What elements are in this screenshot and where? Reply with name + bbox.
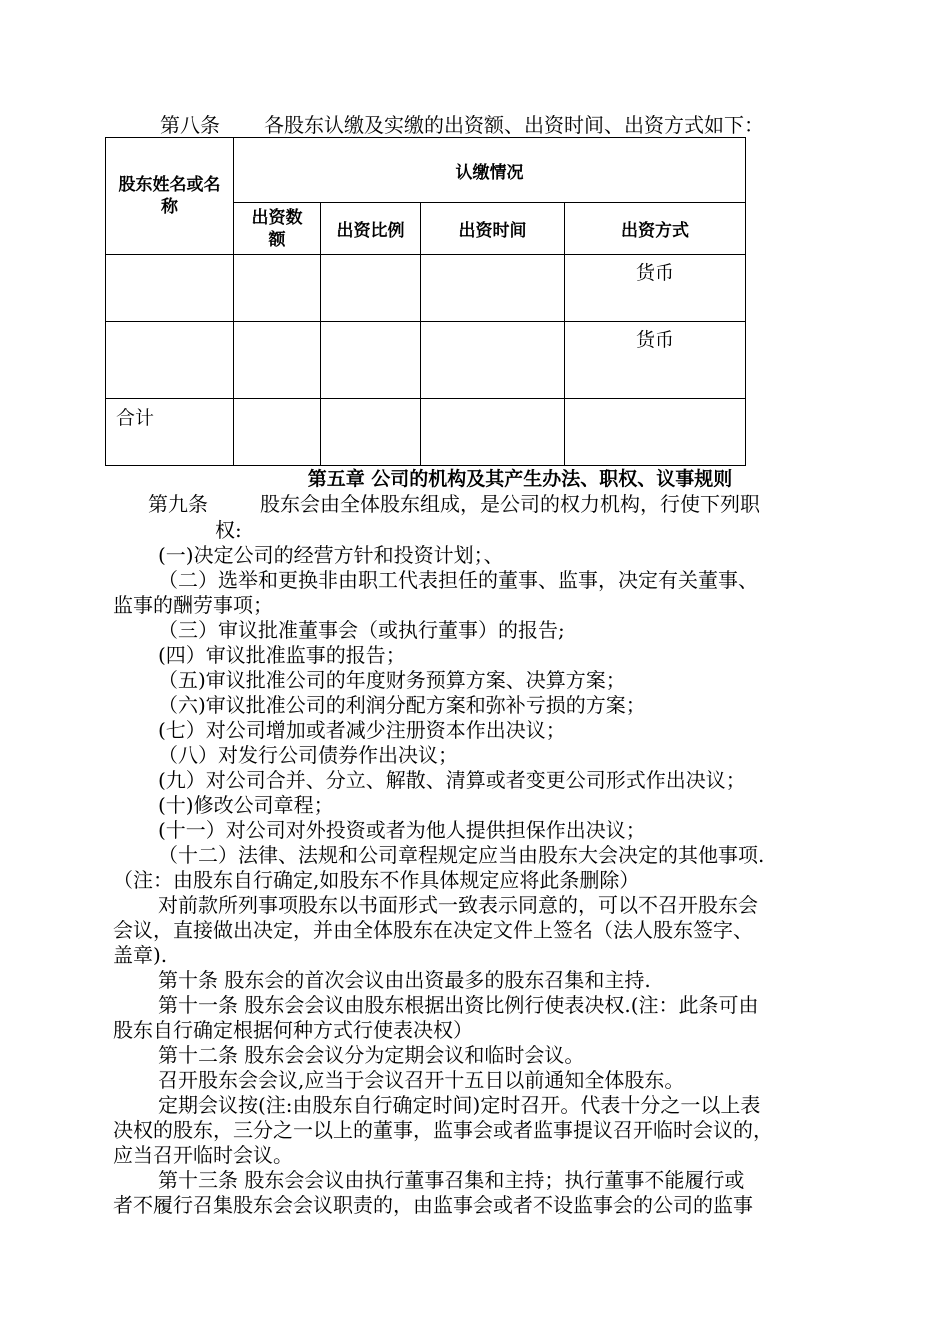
regular-meeting-line: 决权的股东，三分之一以上的董事，监事会或者监事提议召开临时会议的，: [113, 1118, 773, 1142]
list-item: 监事的酬劳事项；: [113, 593, 273, 617]
header-amount: 出资数额: [234, 203, 321, 255]
list-item: （二）选举和更换非由职工代表担任的董事、监事，决定有关董事、: [158, 568, 758, 592]
article-13-line: 者不履行召集股东会会议职责的，由监事会或者不设监事会的公司的监事: [113, 1193, 753, 1217]
list-item: (四）审议批准监事的报告；: [158, 643, 406, 667]
capital-contribution-table: [105, 137, 746, 466]
header-subscription: 认缴情况: [234, 138, 746, 203]
article-10: 第十条 股东会的首次会议由出资最多的股东召集和主持.: [158, 968, 651, 992]
list-item: (十)修改公司章程；: [158, 793, 334, 817]
list-item: （八）对发行公司债券作出决议；: [158, 743, 458, 767]
list-item: （六)审议批准公司的利润分配方案和弥补亏损的方案；: [158, 693, 646, 717]
table-row-total: [106, 399, 746, 466]
paragraph-line: 会议，直接做出决定，并由全体股东在决定文件上签名（法人股东签字、: [113, 918, 753, 942]
article-8-label: 第八条: [160, 113, 220, 137]
paragraph-line: 盖章).: [113, 943, 168, 967]
table-row: [106, 255, 746, 322]
notice-paragraph: 召开股东会会议,应当于会议召开十五日以前通知全体股东。: [158, 1068, 685, 1092]
note-line: （注：由股东自行确定,如股东不作具体规定应将此条删除）: [113, 868, 640, 892]
list-item: （十二）法律、法规和公司章程规定应当由股东大会决定的其他事项.: [158, 843, 765, 867]
regular-meeting-line: 定期会议按(注:由股东自行确定时间)定时召开。代表十分之一以上表: [158, 1093, 761, 1117]
article-8-heading: [160, 113, 764, 137]
total-label: 合计: [106, 399, 234, 466]
list-item: (九）对公司合并、分立、解散、清算或者变更公司形式作出决议；: [158, 768, 746, 792]
list-item: (十一）对公司对外投资或者为他人提供担保作出决议；: [158, 818, 646, 842]
chapter-5-title: 第五章 公司的机构及其产生办法、职权、议事规则: [307, 468, 733, 490]
article-9-text-cont: 权:: [215, 518, 242, 542]
list-item: (一)决定公司的经营方针和投资计划；、: [158, 543, 504, 567]
header-time: 出资时间: [421, 203, 565, 255]
header-shareholder-name: 股东姓名或名称: [106, 138, 234, 255]
header-method: 出资方式: [565, 203, 746, 255]
article-9-text: 股东会由全体股东组成，是公司的权力机构，行使下列职: [260, 492, 760, 516]
article-12: 第十二条 股东会会议分为定期会议和临时会议。: [158, 1043, 585, 1067]
list-item: (七）对公司增加或者减少注册资本作出决议；: [158, 718, 566, 742]
list-item: （五)审议批准公司的年度财务预算方案、决算方案；: [158, 668, 626, 692]
table-row: [106, 322, 746, 399]
article-9-label: 第九条: [148, 492, 208, 516]
article-9-heading: [148, 492, 760, 516]
paragraph-line: 对前款所列事项股东以书面形式一致表示同意的，可以不召开股东会: [158, 893, 758, 917]
article-11-line: 第十一条 股东会会议由股东根据出资比例行使表决权.(注：此条可由: [158, 993, 759, 1017]
header-ratio: 出资比例: [321, 203, 421, 255]
article-13-line: 第十三条 股东会会议由执行董事召集和主持；执行董事不能履行或: [158, 1168, 745, 1192]
method-cell: 货币: [565, 255, 746, 322]
list-item: （三）审议批准董事会（或执行董事）的报告;: [158, 618, 565, 642]
regular-meeting-line: 应当召开临时会议。: [113, 1143, 293, 1167]
method-cell: 货币: [565, 322, 746, 399]
article-11-line: 股东自行确定根据何种方式行使表决权）: [113, 1018, 473, 1042]
article-8-text: 各股东认缴及实缴的出资额、出资时间、出资方式如下：: [264, 113, 764, 137]
